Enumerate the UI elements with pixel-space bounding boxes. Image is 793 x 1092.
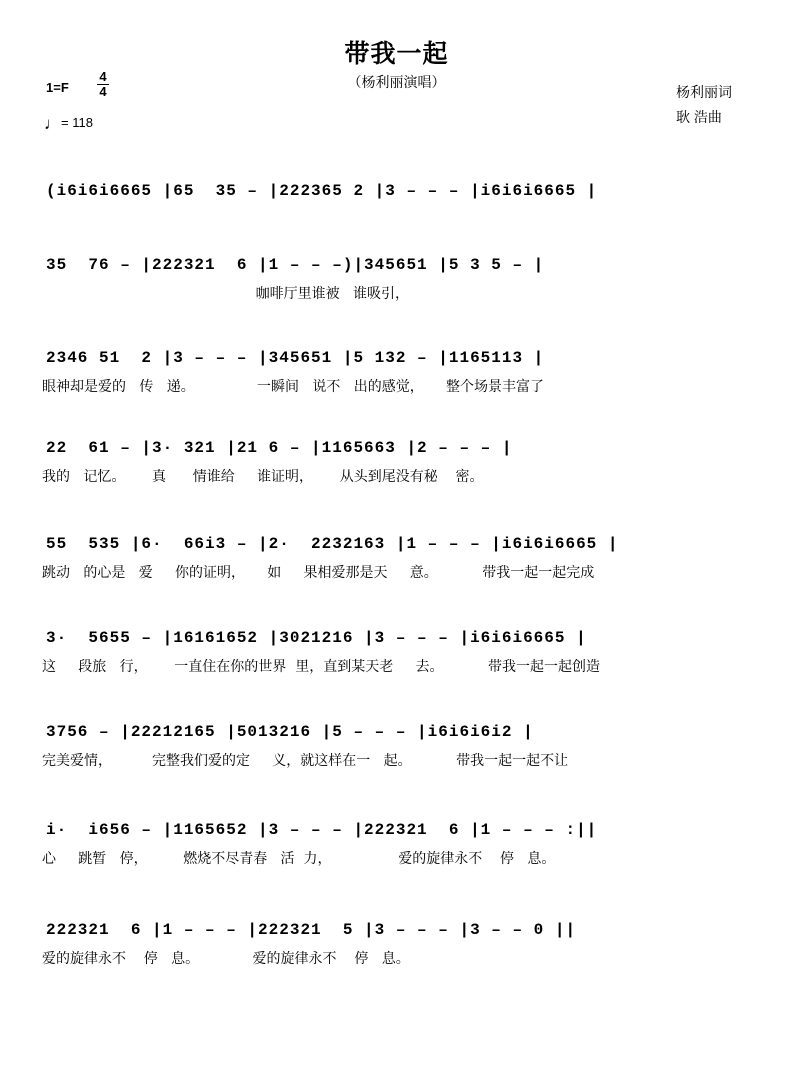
notation-line: 35 76 – |222321 6 |1 – – –)|345651 |5 3 5 – | [46,256,545,274]
lyricist-credit: 杨利丽词 [676,84,732,100]
staff-line [0,721,793,781]
tempo-value: = 118 [61,115,93,130]
staff-line [0,533,793,593]
notation-line: i· i656 – |1165652 |3 – – – |222321 6 |1 – – – :|| [46,821,598,839]
lyrics-line: 眼神却是爱的 传 递。 一瞬间 说不 出的感觉， 整个场景丰富了 [42,379,544,395]
staff-line [0,347,793,407]
staff-line [0,919,793,979]
quarter-note-icon: ♩ [44,114,61,133]
notation-line: 22 61 – |3· 321 |21 6 – |1165663 |2 – – – | [46,439,513,457]
tempo-marking [44,114,93,134]
staff-line [0,819,793,879]
staff-line [0,627,793,687]
key-signature: 1=F [46,80,69,95]
staff-line [0,437,793,497]
notation-line: 2346 51 2 |3 – – – |345651 |5 132 – |1165113 | [46,349,545,367]
time-signature [97,70,109,99]
notation-line: 3· 5655 – |16161652 |3021216 |3 – – – |i6i6i6665 | [46,629,587,647]
lyrics-line: 爱的旋律永不 停 息。 爱的旋律永不 停 息。 [42,951,410,967]
lyrics-line: 我的 记忆。 真 情谁给 谁证明， 从头到尾没有秘 密。 [42,469,484,485]
time-signature-bottom: 4 [97,84,109,99]
lyrics-line: 这 段旅 行， 一直住在你的世界 里，直到某天老 去。 带我一起一起创造 [42,659,600,675]
time-signature-top: 4 [99,69,107,84]
lyrics-line: 完美爱情， 完整我们爱的定 义，就这样在一 起。 带我一起一起不让 [42,753,569,769]
lyrics-line: 跳动 的心是 爱 你的证明， 如 果相爱那是天 意。 带我一起一起完成 [42,565,595,581]
notation-line: 222321 6 |1 – – – |222321 5 |3 – – – |3 – – 0 || [46,921,577,939]
singer-credit: （杨利丽演唱） [347,74,446,90]
notation-line: 3756 – |22212165 |5013216 |5 – – – |i6i6i6i2 | [46,723,534,741]
staff-line [0,254,793,314]
lyrics-line: 咖啡厅里谁被 谁吸引， [42,286,409,302]
composer-credit: 耿 浩曲 [676,109,722,125]
notation-line: (i6i6i6665 |65 35 – |222365 2 |3 – – – |i6i6i6665 | [46,182,598,200]
notation-line: 55 535 |6· 66i3 – |2· 2232163 |1 – – – |i6i6i6665 | [46,535,619,553]
lyrics-line: 心 跳暂 停， 燃烧不尽青春 活 力， 爱的旋律永不 停 息。 [42,851,556,867]
song-title: 带我一起 [344,40,449,68]
staff-line [0,180,793,240]
